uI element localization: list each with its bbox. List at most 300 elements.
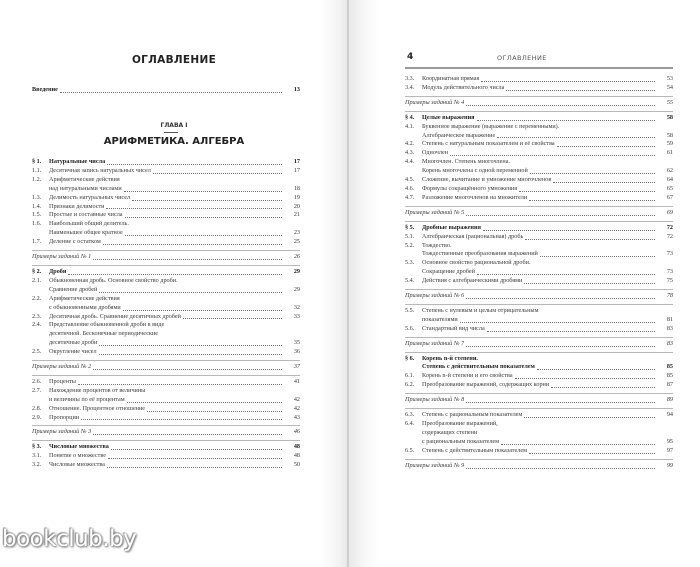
- entry-text: Отношение. Процентное отношение: [49, 404, 146, 412]
- toc-entry[interactable]: [405, 209, 673, 218]
- toc-entry[interactable]: [32, 229, 300, 238]
- entry-number: 1.5.: [32, 211, 42, 219]
- entry-text: с обыкновенными дробями: [49, 303, 121, 311]
- entry-number: 2.5.: [32, 348, 42, 356]
- entry-page: 32: [293, 303, 300, 311]
- section-divider: [405, 352, 673, 353]
- entry-number: 6.3.: [405, 411, 415, 419]
- entry-page: 67: [666, 193, 673, 201]
- entry-page: 48: [293, 443, 300, 451]
- toc-entry[interactable]: [405, 140, 673, 149]
- entry-text: Примеры заданий № 3: [32, 428, 92, 436]
- leader-dots: [122, 182, 282, 183]
- entry-page: 17: [293, 158, 300, 165]
- entry-text: Пропорции: [49, 413, 80, 421]
- entry-text: Примеры заданий № 7: [405, 339, 465, 347]
- entry-text: Сокращение дробей: [422, 268, 475, 276]
- toc-entry[interactable]: [32, 339, 300, 348]
- entry-page: 89: [666, 396, 673, 404]
- section-divider: [405, 393, 673, 394]
- entry-text: Степень с нулевым и целым отрицательным: [422, 306, 539, 314]
- entry-page: 94: [666, 411, 673, 419]
- toc-entry[interactable]: [32, 378, 300, 387]
- toc-entry[interactable]: [405, 438, 673, 447]
- entry-number: 4.7.: [405, 193, 415, 201]
- toc-entry[interactable]: [32, 194, 300, 203]
- toc-entry[interactable]: [405, 158, 673, 167]
- entry-page: 97: [666, 446, 673, 454]
- leader-dots: [481, 80, 655, 82]
- entry-text: Признаки делимости: [49, 202, 105, 210]
- leader-dots: [483, 229, 655, 231]
- toc-title: ОГЛАВЛЕНИЕ: [131, 54, 217, 66]
- entry-page: 72: [666, 223, 673, 231]
- toc-entry[interactable]: [32, 268, 300, 277]
- entry-text: Сравнение дробей: [49, 285, 98, 293]
- leader-dots: [500, 426, 655, 427]
- leader-dots: [93, 258, 282, 260]
- toc-entry[interactable]: [32, 452, 300, 461]
- leader-dots: [541, 313, 656, 314]
- entry-text: Многочлен. Степень многочлена.: [422, 158, 510, 166]
- leader-dots: [466, 214, 655, 216]
- page-number: 4: [407, 52, 414, 62]
- entry-page: 59: [666, 140, 673, 148]
- entry-page: 25: [293, 238, 300, 246]
- toc-entry[interactable]: [405, 420, 673, 429]
- leader-dots: [529, 452, 655, 454]
- leader-dots: [477, 119, 656, 121]
- toc-entry[interactable]: [32, 313, 300, 322]
- toc-entry[interactable]: [32, 203, 300, 212]
- toc-entry[interactable]: [405, 396, 673, 405]
- toc-entry[interactable]: [32, 363, 300, 372]
- toc-entry[interactable]: [32, 304, 300, 313]
- section-divider: [32, 250, 300, 251]
- entry-text: Корень n-й степени и его свойства: [422, 372, 513, 380]
- leader-dots: [107, 163, 282, 165]
- entry-text: Тождество.: [422, 241, 452, 249]
- entry-text: Проценты: [49, 377, 76, 385]
- entry-number: 2.4.: [32, 321, 42, 329]
- toc-entry[interactable]: [405, 307, 673, 316]
- toc-entry[interactable]: [405, 447, 673, 456]
- entry-text: Числовые множества: [49, 461, 105, 469]
- toc-entry[interactable]: [32, 158, 300, 167]
- entry-page: 58: [666, 113, 673, 121]
- entry-text: Основное свойство рациональной дроби.: [422, 259, 531, 267]
- toc-entry[interactable]: [32, 211, 300, 220]
- toc-entry[interactable]: [32, 443, 300, 452]
- toc-entry[interactable]: [32, 185, 300, 194]
- leader-dots: [99, 344, 282, 346]
- entry-text: Примеры заданий № 6: [405, 292, 465, 300]
- entry-text: и величины по её процентам: [49, 395, 125, 403]
- entry-text: Корень многочлена с одной переменной: [422, 167, 528, 175]
- leader-dots: [553, 181, 655, 183]
- toc-entry[interactable]: [405, 277, 673, 286]
- entry-text: Наименьшее общее кратное: [49, 229, 123, 237]
- toc-entry[interactable]: [405, 176, 673, 185]
- section-divider: [405, 206, 673, 207]
- toc-entry[interactable]: [405, 99, 673, 108]
- entry-text: Модуль действительного числа: [422, 83, 505, 91]
- entry-page: 42: [293, 404, 300, 412]
- entry-page: 53: [666, 75, 673, 82]
- section-divider: [405, 111, 673, 112]
- chapter-divider: [164, 132, 178, 133]
- toc-entry[interactable]: [32, 414, 300, 423]
- entry-page: 21: [293, 211, 300, 219]
- entry-number: 5.5.: [405, 306, 415, 314]
- leader-dots: [460, 321, 655, 323]
- entry-text: Арифметические действия: [49, 175, 120, 183]
- leader-dots: [78, 383, 282, 385]
- toc-entry[interactable]: [405, 194, 673, 203]
- entry-page: 65: [666, 184, 673, 192]
- entry-number: 2.7.: [32, 386, 42, 394]
- entry-text: Одночлен: [422, 149, 449, 157]
- leader-dots: [99, 353, 282, 355]
- entry-number: 1.2.: [32, 175, 42, 183]
- toc-entry[interactable]: [32, 348, 300, 357]
- leader-dots: [557, 145, 655, 147]
- entry-page: 69: [666, 208, 673, 216]
- entry-page: 29: [293, 285, 300, 293]
- toc-entry[interactable]: [405, 250, 673, 259]
- entry-number: § 4.: [405, 113, 415, 121]
- entry-page: 18: [293, 184, 300, 192]
- leader-dots: [124, 190, 282, 192]
- leader-dots: [180, 283, 282, 284]
- left-toc-entries: [32, 158, 300, 470]
- toc-entry[interactable]: [405, 242, 673, 251]
- entry-text: Действия с алгебраическими дробями: [422, 277, 523, 285]
- entry-page: 26: [293, 253, 300, 261]
- section-divider: [405, 459, 673, 460]
- toc-entry[interactable]: [405, 149, 673, 158]
- entry-page: 37: [293, 363, 300, 371]
- section-divider: [405, 289, 673, 290]
- toc-entry[interactable]: [405, 429, 673, 438]
- entry-number: § 3.: [32, 443, 42, 451]
- entry-number: 4.3.: [405, 149, 415, 157]
- toc-entry[interactable]: [32, 321, 300, 330]
- toc-entry[interactable]: [32, 238, 300, 247]
- entry-page: 50: [293, 461, 300, 469]
- entry-text: Тождественные преобразования выражений: [422, 250, 538, 258]
- section-divider: [405, 96, 673, 97]
- entry-text: Понятие о множестве: [49, 452, 107, 460]
- entry-number: 1.6.: [32, 220, 42, 228]
- entry-page: 41: [293, 377, 300, 385]
- section-divider: [32, 425, 300, 426]
- toc-entry[interactable]: [32, 176, 300, 185]
- entry-number: 6.2.: [405, 381, 415, 389]
- entry-text: Степень с действительным показателем: [422, 446, 527, 454]
- entry-number: 3.4.: [405, 83, 415, 91]
- section-divider: [405, 337, 673, 338]
- toc-entry[interactable]: [405, 381, 673, 390]
- entry-page: 73: [666, 268, 673, 276]
- entry-number: § 5.: [405, 223, 415, 231]
- toc-entry[interactable]: [405, 411, 673, 420]
- toc-entry[interactable]: [405, 224, 673, 233]
- toc-entry[interactable]: [405, 462, 673, 471]
- entry-number: 3.3.: [405, 75, 415, 82]
- entry-text: Деление с остатком: [49, 238, 101, 246]
- entry-number: 5.3.: [405, 259, 415, 267]
- entry-page: 35: [293, 339, 300, 347]
- leader-dots: [524, 282, 655, 284]
- leader-dots: [132, 199, 282, 201]
- leader-dots: [525, 238, 655, 240]
- leader-dots: [551, 386, 655, 388]
- toc-entry[interactable]: [405, 123, 673, 132]
- entry-number: 4.6.: [405, 184, 415, 192]
- leader-dots: [529, 199, 655, 201]
- toc-entry[interactable]: [32, 387, 300, 396]
- toc-entry[interactable]: [405, 84, 673, 93]
- entry-page: 43: [293, 413, 300, 421]
- entry-page: 13: [293, 86, 300, 93]
- entry-text: Алгебраическое выражение: [422, 131, 496, 139]
- toc-entry[interactable]: [405, 363, 673, 372]
- entry-number: 4.2.: [405, 140, 415, 148]
- entry-number: 3.2.: [32, 461, 42, 469]
- entry-text: Примеры заданий № 1: [32, 253, 92, 261]
- toc-entry[interactable]: [405, 292, 673, 301]
- entry-text: Округление чисел: [49, 348, 97, 356]
- section-divider: [405, 408, 673, 409]
- leader-dots: [477, 273, 655, 275]
- leader-dots: [131, 226, 282, 227]
- entry-number: § 6.: [405, 354, 415, 362]
- entry-page: 87: [666, 381, 673, 389]
- leader-dots: [537, 368, 655, 370]
- entry-text: Сложение, вычитание и умножение многочленов: [422, 176, 552, 184]
- leader-dots: [103, 243, 282, 245]
- entry-text: Степень с действительным показателем: [422, 363, 535, 371]
- toc-entry[interactable]: [405, 355, 673, 364]
- leader-dots: [519, 190, 655, 192]
- entry-number: 2.2.: [32, 294, 42, 302]
- toc-entry[interactable]: [405, 259, 673, 268]
- leader-dots: [147, 410, 282, 412]
- entry-text: Буквенное выражение (выражение с переменными).: [422, 122, 560, 130]
- leader-dots: [501, 443, 655, 445]
- toc-entry[interactable]: [405, 75, 673, 84]
- entry-page: 73: [666, 250, 673, 258]
- leader-dots: [81, 418, 282, 420]
- leader-dots: [93, 368, 282, 370]
- leader-dots: [125, 216, 282, 218]
- entry-text: Примеры заданий № 9: [405, 461, 465, 469]
- entry-number: 2.9.: [32, 413, 42, 421]
- entry-text: Корень n-й степени.: [422, 354, 478, 362]
- leader-dots: [106, 207, 282, 209]
- entry-page: 78: [666, 292, 673, 300]
- entry-text: Примеры заданий № 4: [405, 98, 465, 106]
- leader-dots: [160, 336, 282, 337]
- toc-entry[interactable]: [32, 253, 300, 262]
- leader-dots: [93, 433, 282, 435]
- entry-text: Примеры заданий № 8: [405, 396, 465, 404]
- leader-dots: [466, 297, 655, 299]
- section-divider: [405, 304, 673, 305]
- entry-text: Дроби: [49, 267, 67, 275]
- toc-entry[interactable]: [405, 185, 673, 194]
- entry-text: Представление обыкновенной дроби в виде: [49, 321, 165, 329]
- entry-number: 4.4.: [405, 158, 415, 166]
- entry-text: содержащих степени: [422, 428, 478, 436]
- entry-text: Координатная прямая: [422, 75, 480, 82]
- leader-dots: [111, 448, 282, 450]
- entry-page: 58: [666, 131, 673, 139]
- entry-number: 1.7.: [32, 238, 42, 246]
- entry-number: 2.8.: [32, 404, 42, 412]
- leader-dots: [99, 291, 282, 293]
- entry-page: 54: [666, 83, 673, 91]
- leader-dots: [506, 89, 655, 91]
- entry-text: Делимость натуральных чисел: [49, 193, 131, 201]
- entry-page: 81: [666, 315, 673, 323]
- toc-entry[interactable]: [32, 428, 300, 437]
- toc-entry[interactable]: [405, 316, 673, 325]
- entry-text: Нахождение процентов от величины: [49, 386, 146, 394]
- section-divider: [32, 375, 300, 376]
- leader-dots: [561, 129, 655, 130]
- leader-dots: [127, 401, 282, 403]
- leader-dots: [480, 360, 655, 361]
- entry-page: 42: [293, 395, 300, 403]
- toc-entry[interactable]: [32, 295, 300, 304]
- toc-entry[interactable]: [405, 233, 673, 242]
- entry-text: Введение: [32, 86, 58, 93]
- leader-dots: [125, 234, 282, 236]
- toc-entry[interactable]: [32, 330, 300, 339]
- entry-number: 5.6.: [405, 324, 415, 332]
- toc-entry[interactable]: [405, 114, 673, 123]
- entry-text: Дробные выражения: [422, 223, 481, 231]
- toc-entry[interactable]: [405, 268, 673, 277]
- watermark-logo: bookclub.by: [2, 526, 137, 552]
- section-divider: [32, 265, 300, 266]
- leader-dots: [533, 265, 656, 266]
- entry-text: Преобразование выражений, содержащих корни: [422, 381, 550, 389]
- entry-text: Наибольший общий делитель.: [49, 220, 129, 228]
- entry-page: 64: [666, 176, 673, 184]
- entry-page: 83: [666, 324, 673, 332]
- leader-dots: [479, 435, 655, 436]
- leader-dots: [454, 247, 655, 248]
- entry-page: 95: [666, 437, 673, 445]
- entry-page: 36: [293, 348, 300, 356]
- entry-text: над натуральными числами: [49, 184, 122, 192]
- entry-text: Стандартный вид числа: [422, 324, 485, 332]
- leader-dots: [540, 255, 655, 257]
- section-divider: [405, 221, 673, 222]
- entry-page: 99: [666, 461, 673, 469]
- entry-text: Арифметические действия: [49, 294, 120, 302]
- entry-number: 2.6.: [32, 377, 42, 385]
- leader-dots: [512, 164, 655, 165]
- toc-entry[interactable]: [32, 396, 300, 405]
- entry-number: 4.5.: [405, 176, 415, 184]
- entry-number: 6.5.: [405, 446, 415, 454]
- entry-page: 19: [293, 193, 300, 201]
- entry-page: 83: [666, 339, 673, 347]
- entry-number: 1.4.: [32, 202, 42, 210]
- header-rule: [405, 67, 673, 69]
- toc-entry-intro[interactable]: [32, 86, 300, 95]
- toc-entry[interactable]: [405, 132, 673, 141]
- leader-dots: [466, 104, 655, 106]
- entry-number: 6.4.: [405, 420, 415, 427]
- entry-text: десятичные дроби: [49, 339, 98, 347]
- toc-entry[interactable]: [32, 167, 300, 176]
- leader-dots: [515, 377, 655, 379]
- toc-entry[interactable]: [32, 277, 300, 286]
- toc-entry[interactable]: [405, 325, 673, 334]
- toc-entry[interactable]: [32, 286, 300, 295]
- entry-page: 85: [666, 372, 673, 380]
- toc-entry[interactable]: [32, 220, 300, 229]
- entry-page: 23: [293, 229, 300, 237]
- leader-dots: [60, 91, 282, 93]
- chapter-label: ГЛАВА I: [160, 122, 188, 129]
- entry-number: 2.3.: [32, 312, 42, 320]
- section-divider: [32, 440, 300, 441]
- entry-page: 75: [666, 277, 673, 285]
- leader-dots: [466, 401, 655, 403]
- leader-dots: [166, 327, 282, 328]
- leader-dots: [123, 309, 282, 311]
- entry-text: показателями: [422, 315, 458, 323]
- book-spine: [347, 0, 349, 567]
- entry-page: 33: [293, 312, 300, 320]
- entry-text: Натуральные числа: [49, 158, 106, 165]
- toc-entry[interactable]: [405, 167, 673, 176]
- entry-number: 5.2.: [405, 241, 415, 249]
- leader-dots: [122, 301, 282, 302]
- entry-page: 17: [293, 166, 300, 174]
- entry-number: 6.1.: [405, 372, 415, 380]
- entry-text: Степень с рациональным показателем: [422, 411, 523, 419]
- entry-text: Десятичная запись натуральных чисел: [49, 166, 151, 174]
- leader-dots: [524, 416, 655, 418]
- entry-text: Числовые множества: [49, 443, 109, 451]
- toc-entry[interactable]: [405, 372, 673, 381]
- toc-entry[interactable]: [32, 405, 300, 414]
- entry-text: Простые и составные числа: [49, 211, 123, 219]
- entry-number: 1.3.: [32, 193, 42, 201]
- leader-dots: [68, 273, 282, 275]
- entry-number: 2.1.: [32, 276, 42, 284]
- toc-entry[interactable]: [405, 340, 673, 349]
- entry-text: Обыкновенная дробь. Основное свойство дроби.: [49, 276, 178, 284]
- entry-number: 4.1.: [405, 122, 415, 130]
- entry-text: десятичной. Бесконечные периодические: [49, 330, 158, 338]
- entry-number: 5.1.: [405, 232, 415, 240]
- leader-dots: [108, 457, 282, 459]
- entry-page: 85: [666, 363, 673, 371]
- toc-entry[interactable]: [32, 461, 300, 470]
- entry-text: Формулы сокращённого умножения: [422, 184, 518, 192]
- leader-dots: [487, 330, 655, 332]
- leader-dots: [466, 467, 655, 469]
- leader-dots: [107, 466, 282, 468]
